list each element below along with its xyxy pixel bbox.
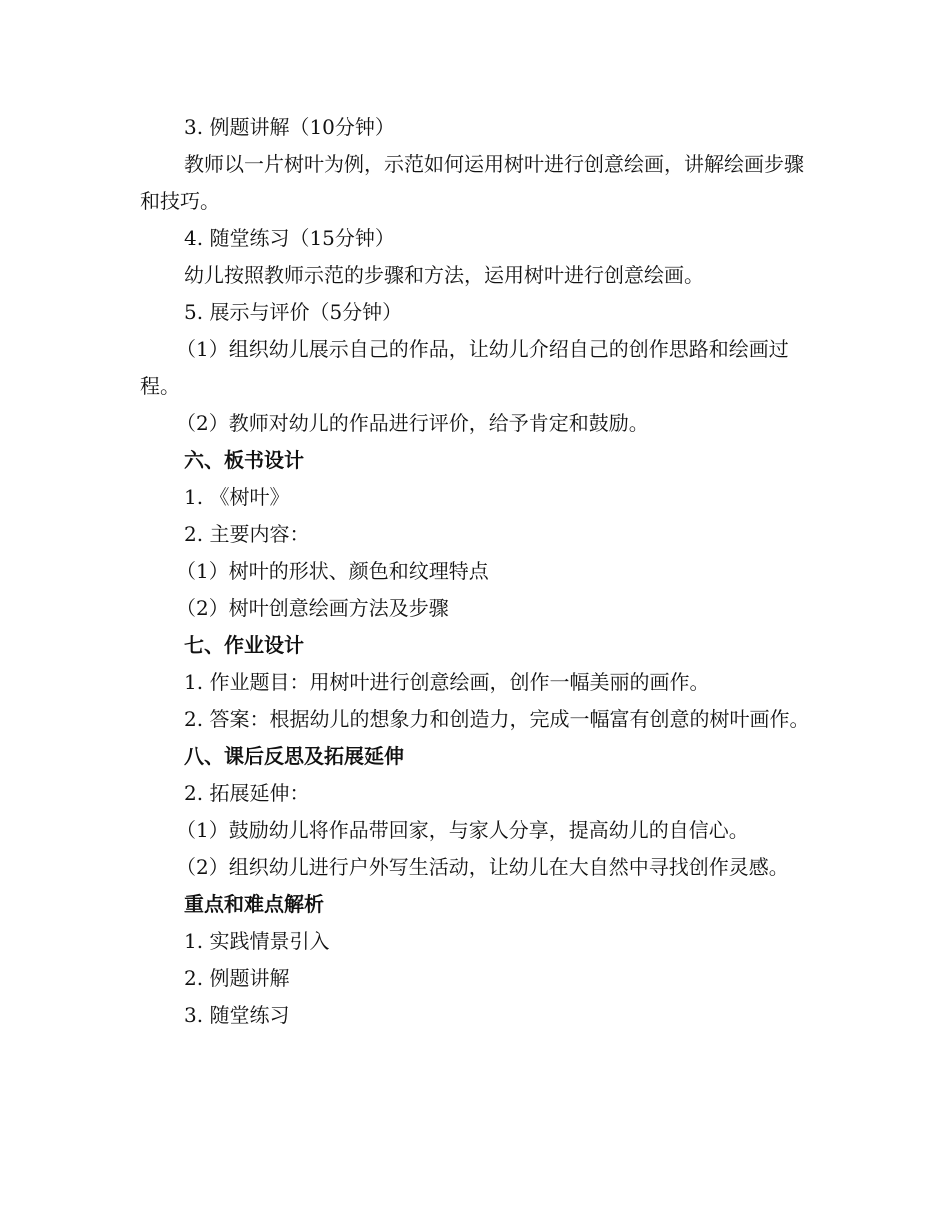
sub-item: （1）组织幼儿展示自己的作品，让幼儿介绍自己的创作思路和绘画过程。 bbox=[140, 337, 789, 398]
section-item: 3. 例题讲解（10分钟） bbox=[184, 115, 395, 139]
section-item: 2. 主要内容： bbox=[184, 522, 310, 546]
section-item: 2. 拓展延伸： bbox=[184, 781, 310, 805]
paragraph: 幼儿按照教师示范的步骤和方法，运用树叶进行创意绘画。 bbox=[184, 263, 704, 287]
section-heading: 七、作业设计 bbox=[184, 633, 304, 657]
section-item: 1. 实践情景引入 bbox=[184, 929, 330, 953]
section-item: 2. 例题讲解 bbox=[184, 966, 290, 990]
section-heading: 六、板书设计 bbox=[184, 448, 304, 472]
section-heading: 八、课后反思及拓展延伸 bbox=[184, 744, 404, 768]
section-heading: 重点和难点解析 bbox=[184, 892, 324, 916]
sub-item: （1）树叶的形状、颜色和纹理特点 bbox=[176, 559, 489, 583]
sub-item: （2）教师对幼儿的作品进行评价，给予肯定和鼓励。 bbox=[176, 411, 649, 435]
section-item: 1. 《树叶》 bbox=[184, 485, 290, 509]
sub-item: （2）组织幼儿进行户外写生活动，让幼儿在大自然中寻找创作灵感。 bbox=[176, 855, 789, 879]
sub-item: （1）鼓励幼儿将作品带回家，与家人分享，提高幼儿的自信心。 bbox=[176, 818, 749, 842]
document-body bbox=[140, 109, 810, 1034]
sub-item: （2）树叶创意绘画方法及步骤 bbox=[176, 596, 449, 620]
section-item: 2. 答案：根据幼儿的想象力和创造力，完成一幅富有创意的树叶画作。 bbox=[184, 707, 810, 731]
paragraph: 教师以一片树叶为例，示范如何运用树叶进行创意绘画，讲解绘画步骤和技巧。 bbox=[140, 152, 804, 213]
section-item: 1. 作业题目：用树叶进行创意绘画，创作一幅美丽的画作。 bbox=[184, 670, 710, 694]
section-item: 3. 随堂练习 bbox=[184, 1003, 290, 1027]
section-item: 4. 随堂练习（15分钟） bbox=[184, 226, 395, 250]
section-item: 5. 展示与评价（5分钟） bbox=[184, 300, 403, 324]
